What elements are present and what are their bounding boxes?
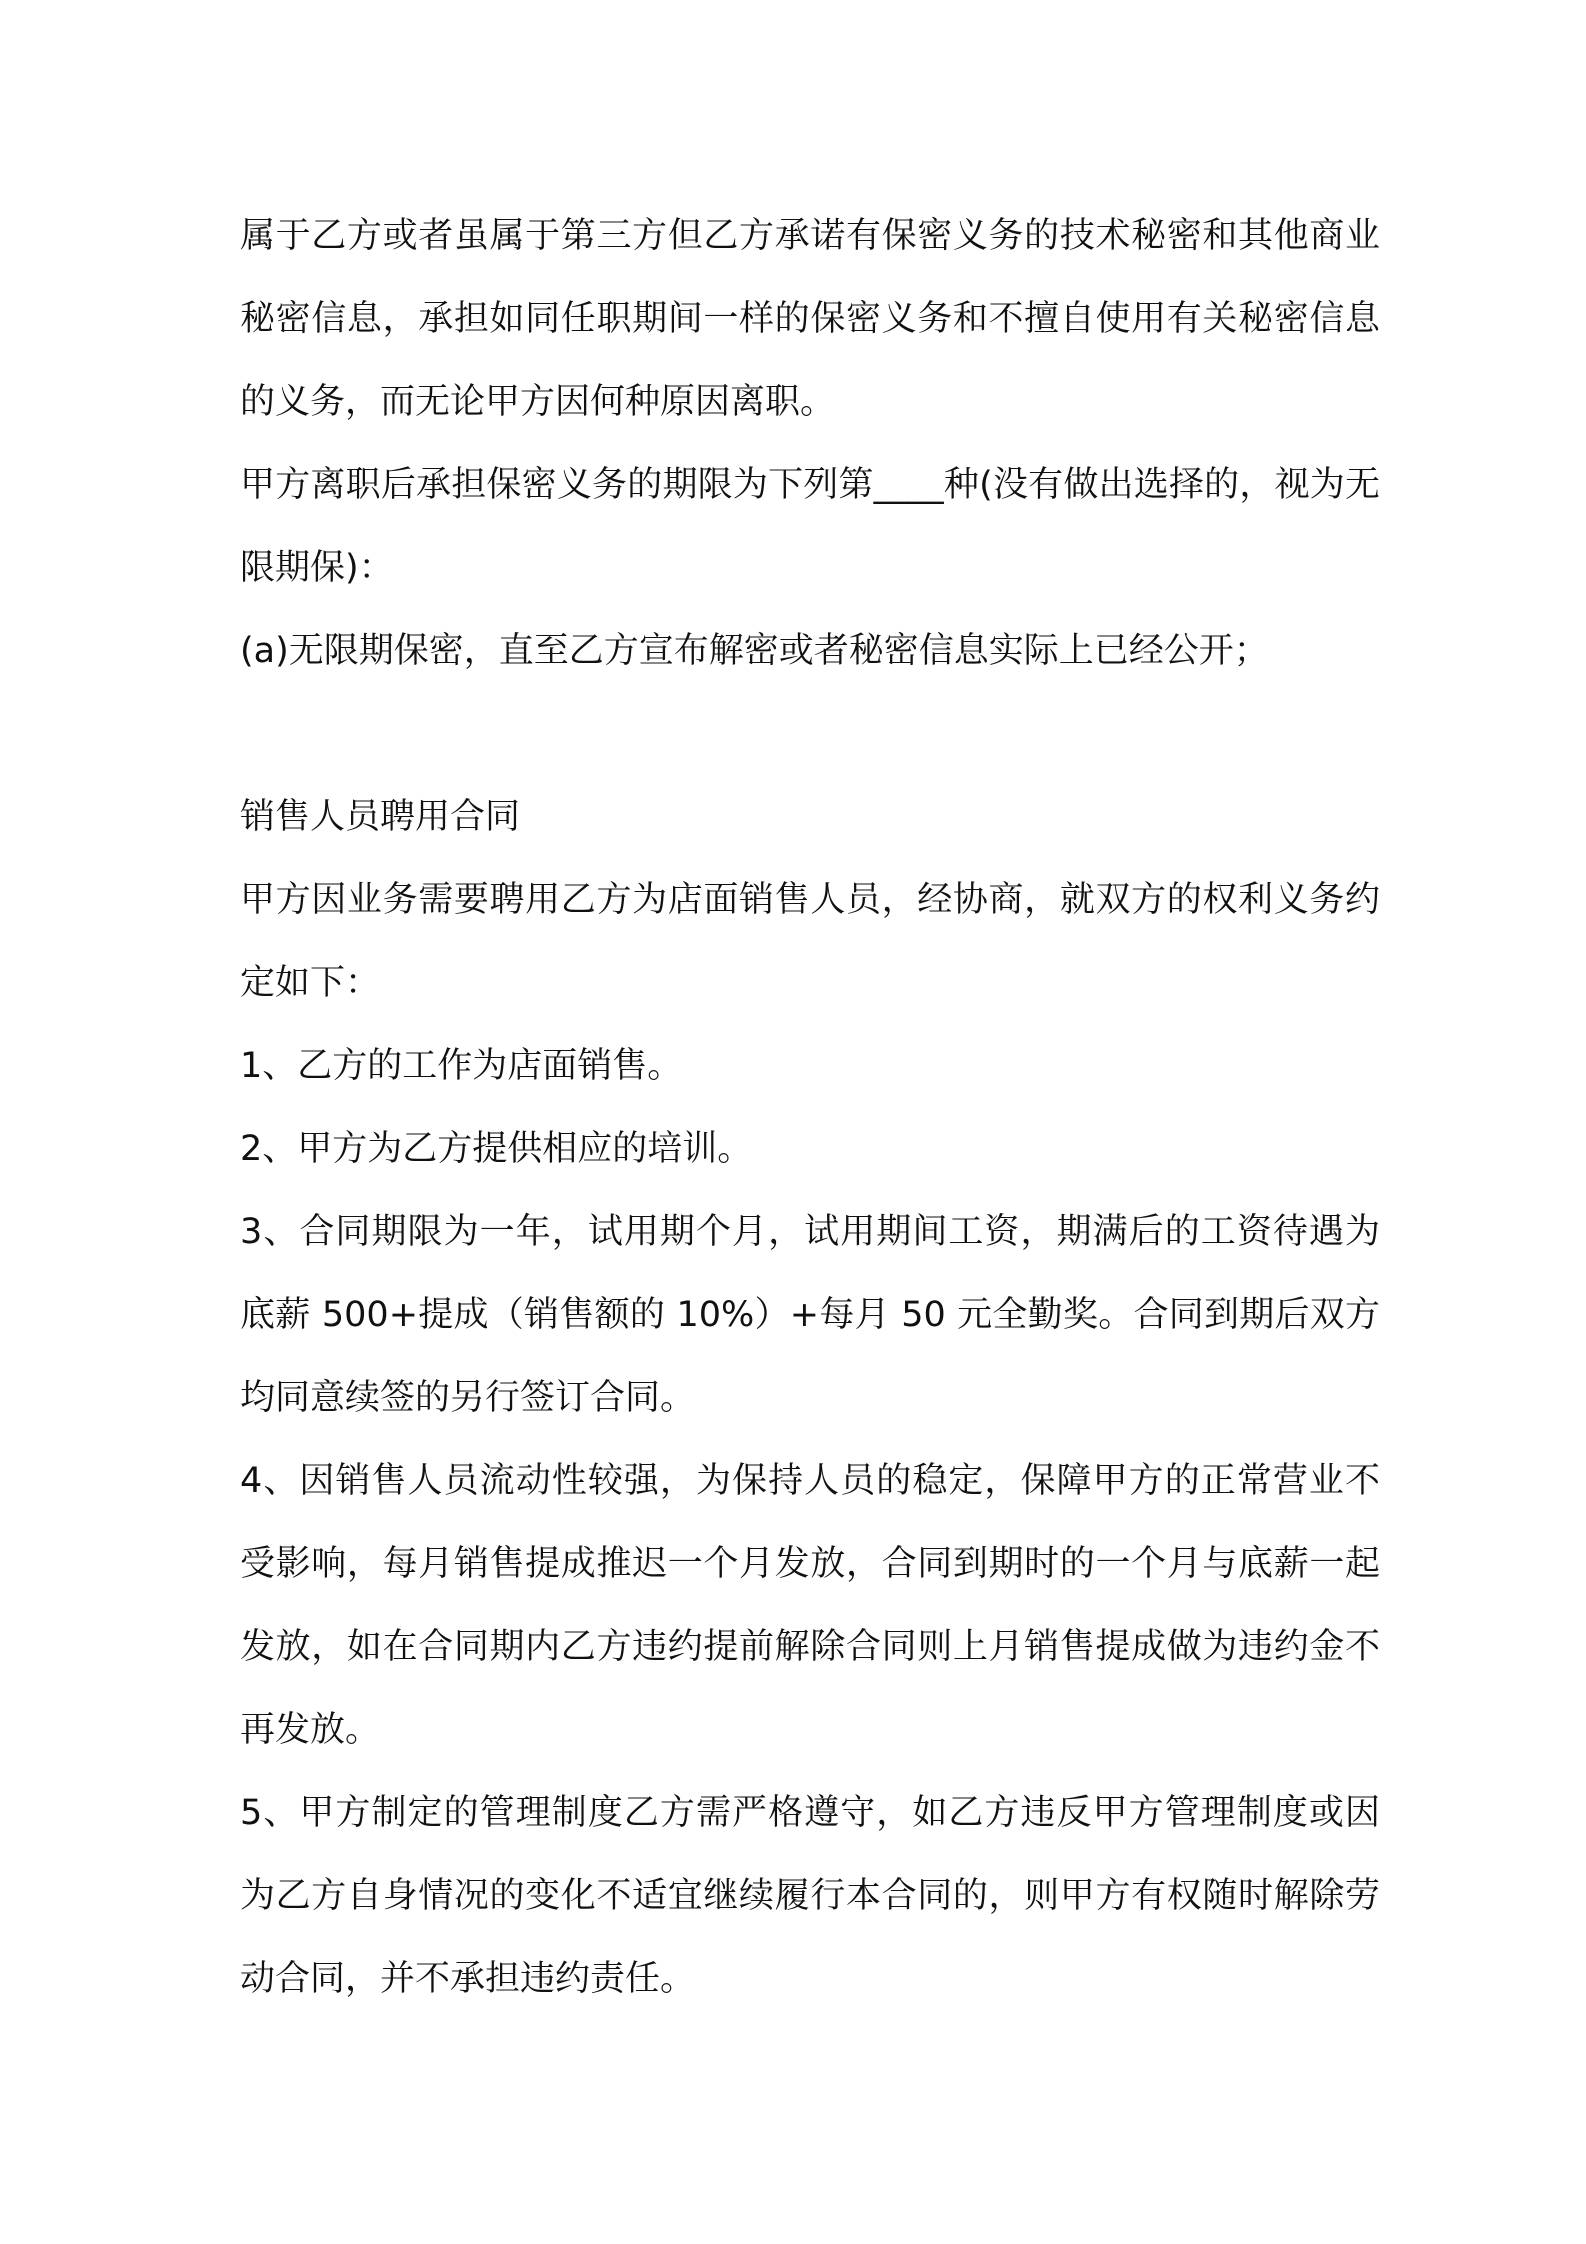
clause-5: 5、甲方制定的管理制度乙方需严格遵守，如乙方违反甲方管理制度或因为乙方自身情况的变化不适宜继续履行本合同的，则甲方有权随时解除劳动合同，并不承担违约责任。 <box>240 1793 1380 1999</box>
contract-intro: 甲方因业务需要聘用乙方为店面销售人员，经协商，就双方的权利义务约定如下： <box>240 880 1380 1003</box>
paragraph-option-a: (a)无限期保密，直至乙方宣布解密或者秘密信息实际上已经公开； <box>240 631 1269 671</box>
paragraph-confidentiality-term: 甲方离职后承担保密义务的期限为下列第____种(没有做出选择的，视为无限期保)： <box>240 465 1380 588</box>
section-title: 销售人员聘用合同 <box>240 797 521 837</box>
document-body <box>240 195 1380 2021</box>
section-gap <box>240 693 1380 776</box>
clause-2: 2、甲方为乙方提供相应的培训。 <box>240 1129 753 1169</box>
clause-3: 3、合同期限为一年，试用期个月，试用期间工资，期满后的工资待遇为底薪 500+提成（销售额的 10%）+每月 50 元全勤奖。合同到期后双方均同意续签的另行签订合同。 <box>240 1212 1380 1418</box>
paragraph-confidentiality: 属于乙方或者虽属于第三方但乙方承诺有保密义务的技术秘密和其他商业秘密信息，承担如同任职期间一样的保密义务和不擅自使用有关秘密信息的义务，而无论甲方因何种原因离职。 <box>240 216 1380 422</box>
clause-4: 4、因销售人员流动性较强，为保持人员的稳定，保障甲方的正常营业不受影响，每月销售提成推迟一个月发放，合同到期时的一个月与底薪一起发放，如在合同期内乙方违约提前解除合同则上月销售提成做为违约金不再发放。 <box>240 1461 1380 1750</box>
clause-1: 1、乙方的工作为店面销售。 <box>240 1046 683 1086</box>
